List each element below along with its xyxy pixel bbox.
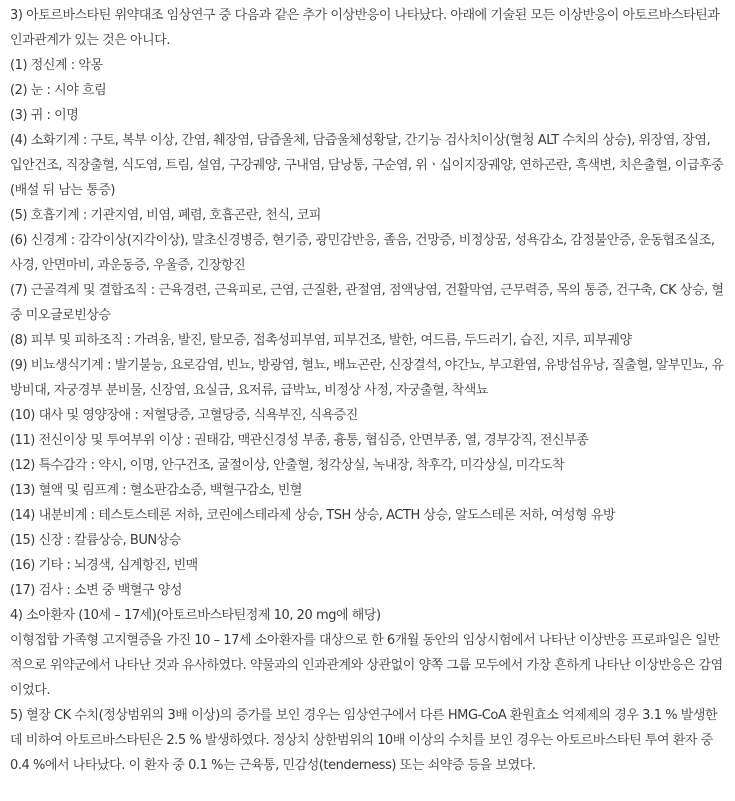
list-item-metabolism: (10) 대사 및 영양장애 : 저혈당증, 고혈당증, 식욕부진, 식욕증진 [10,408,358,423]
list-item-urogenital: (9) 비뇨생식기계 : 발기불능, 요로감염, 빈뇨, 방광염, 혈뇨, 배뇨곤란, 신장결석, 야간뇨, 부고환염, 유방섬유낭, 질출혈, 알부민뇨, 유방비대, 자궁경부 분비물, 신장염, 요실금, 요저류, 급박뇨, 비정상 사정, 자궁출혈, 착색뇨 [10,358,724,398]
paragraph-pediatric: 이형접합 가족형 고지혈증을 가진 10 – 17세 소아환자를 대상으로 한 6개월 동안의 임상시험에서 나타난 이상반응 프로파일은 일반적으로 위약군에서 나타난 것과 유사하였다. 약물과의 인과관계와 상관없이 양쪽 그룹 모두에서 가장 흔하게 나타난 이상반응은 감염이었다. [10,633,723,698]
list-item-nervous: (6) 신경계 : 감각이상(지각이상), 말초신경병증, 현기증, 광민감반응, 졸음, 건망증, 비정상꿈, 성욕감소, 감정불안증, 운동협조실조, 사경, 안면마비, 과운동증, 우울증, 긴장항진 [10,233,715,273]
list-item-ear: (3) 귀 : 이명 [10,108,79,123]
list-item-respiratory: (5) 호흡기계 : 기관지염, 비염, 폐렴, 호흡곤란, 천식, 코피 [10,208,322,223]
paragraph-item-5-ck: 5) 혈장 CK 수치(정상범위의 3배 이상)의 증가를 보인 경우는 임상연구에서 다른 HMG-CoA 환원효소 억제제의 경우 3.1 % 발생한데 비하여 아토르바스타틴은 2.5 % 발생하였다. 정상치 상한범위의 10배 이상의 수치를 보인 경우는 아토르바스타틴 투여 환자 중 0.4 %에서 나타났다. 이 환자 중 0.1 %는 근육통, 민감성(tenderness) 또는 쇠약증 등을 보였다. [10,708,718,773]
list-item-lab-test: (17) 검사 : 소변 중 백혈구 양성 [10,583,182,598]
section-heading-pediatric: 4) 소아환자 (10세 – 17세)(아토르바스타틴정제 10, 20 mg에 해당) [10,608,381,623]
list-item-special-senses: (12) 특수감각 : 약시, 이명, 안구건조, 굴절이상, 안출혈, 청각상실, 녹내장, 착후각, 미각상실, 미각도착 [10,458,565,473]
list-item-other: (16) 기타 : 뇌경색, 심계항진, 빈맥 [10,558,198,573]
list-item-eye: (2) 눈 : 시야 흐림 [10,83,107,98]
list-item-renal: (15) 신장 : 칼륨상승, BUN상승 [10,533,181,548]
list-item-endocrine: (14) 내분비계 : 테스토스테론 저하, 코린에스테라제 상승, TSH 상승, ACTH 상승, 알도스테론 저하, 여성형 유방 [10,508,616,523]
paragraph-item-3-intro: 3) 아토르바스타틴 위약대조 임상연구 중 다음과 같은 추가 이상반응이 나타났다. 아래에 기술된 모든 이상반응이 아토르바스타틴과 인과관계가 있는 것은 아니다. [10,8,720,48]
list-item-blood-lymph: (13) 혈액 및 림프계 : 혈소판감소증, 백혈구감소, 빈혈 [10,483,303,498]
list-item-skin: (8) 피부 및 피하조직 : 가려움, 발진, 탈모증, 접촉성피부염, 피부건조, 발한, 여드름, 두드러기, 습진, 지루, 피부궤양 [10,333,632,348]
list-item-systemic: (11) 전신이상 및 투여부위 이상 : 권태감, 맥관신경성 부종, 흉통, 협심증, 안면부종, 열, 경부강직, 전신부종 [10,433,589,448]
list-item-musculoskeletal: (7) 근골격계 및 결합조직 : 근육경련, 근육피로, 근염, 근질환, 관절염, 점액낭염, 건활막염, 근무력증, 목의 통증, 건구축, CK 상승, 혈중 미오글로빈상승 [10,283,724,323]
list-item-psychiatric: (1) 정신계 : 악몽 [10,58,103,73]
list-item-digestive: (4) 소화기계 : 구토, 복부 이상, 간염, 췌장염, 담즙울체, 담즙울체성황달, 간기능 검사치이상(혈청 ALT 수치의 상승), 위장염, 장염, 입안건조, 직장출혈, 식도염, 트림, 설염, 구강궤양, 구내염, 담낭통, 구순염, 위ㆍ십이지장궤양, 연하곤란, 흑색변, 치은출혈, 이급후중(배설 뒤 남는 통증) [10,133,724,198]
